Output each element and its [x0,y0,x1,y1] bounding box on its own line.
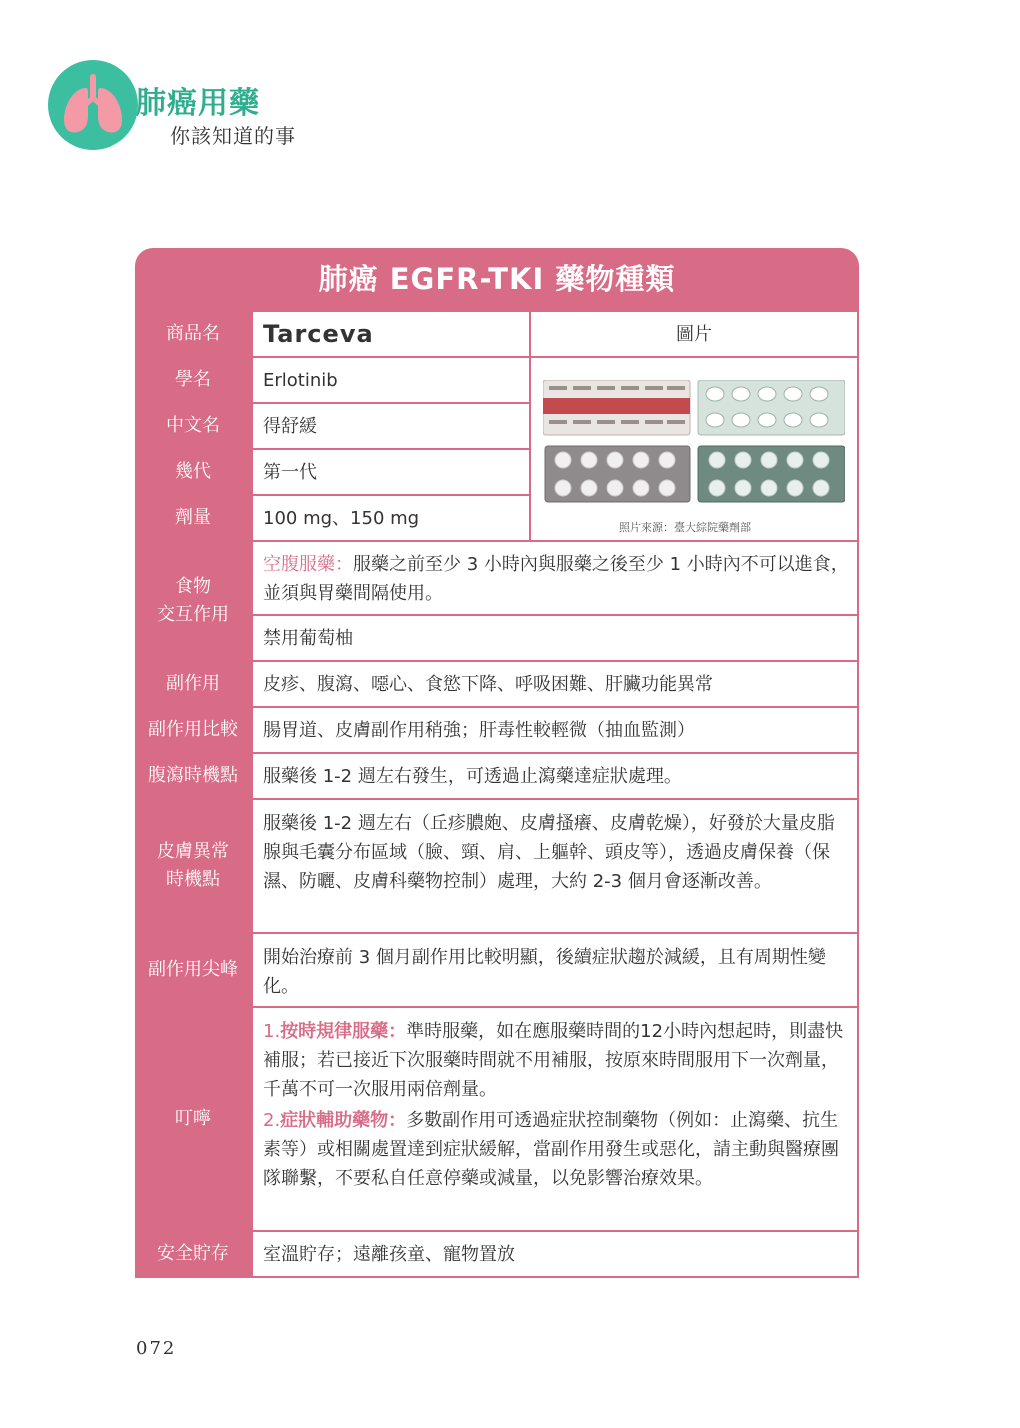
skin-timing-label: 皮膚異常 時機點 [157,841,229,890]
book-title: 肺癌用藥 [136,86,260,121]
lungs-icon [48,60,138,150]
food-interaction-label: 食物 交互作用 [157,576,229,625]
picture-cell [531,358,857,540]
brand-name-value [253,312,529,356]
reminder-item-2-number: 2. [263,1110,281,1131]
side-effect-comparison-label: 副作用比較 [148,719,238,740]
book-subtitle: 你該知道的事 [170,124,296,148]
chinese-name-label: 中文名 [166,415,220,436]
side-effects-label: 副作用 [166,673,220,694]
reminder-value [253,1008,857,1230]
diarrhea-timing-label: 腹瀉時機點 [148,765,238,786]
storage-value: 室溫貯存；遠離孩童、寵物置放 [253,1232,857,1276]
fasting-highlight: 空腹服藥： [263,554,353,575]
dose-label: 劑量 [175,507,211,528]
generic-name-value: Erlotinib [253,358,529,402]
side-effect-peak-label: 副作用尖峰 [148,959,238,980]
tablet-blister-photos [543,380,845,504]
brand-name-label: 商品名 [166,323,220,344]
reminder-label: 叮嚀 [175,1108,211,1129]
side-effects-value: 皮疹、腹瀉、噁心、食慾下降、呼吸困難、肝臟功能異常 [253,662,857,706]
generation-label: 幾代 [175,461,211,482]
reminder-item-1 [263,1017,849,1104]
reminder-item-2-text: 多數副作用可透過症狀控制藥物（例如：止瀉藥、抗生素等）或相關處置達到症狀緩解，當副作用發生或惡化，請主動與醫療團隊聯繫，不要私自任意停藥或減量，以免影響治療效果。 [263,1110,839,1189]
photo-caption: 照片來源：臺大綜院藥劑部 [619,521,751,534]
logo-circle [48,60,138,150]
reminder-item-1-number: 1. [263,1021,281,1042]
dose-value: 100 mg、150 mg [253,496,529,540]
grapefruit-note: 禁用葡萄柚 [253,616,857,660]
chinese-name-value: 得舒緩 [253,404,529,448]
picture-header [531,312,857,356]
reminder-item-1-title: 按時規律服藥： [280,1021,407,1042]
brand-name-text: Tarceva [263,319,374,348]
fasting-text: 服藥之前至少 3 小時內與服藥之後至少 1 小時內不可以進食，並須與胃藥間隔使用。 [263,554,849,604]
side-effect-comparison-value: 腸胃道、皮膚副作用稍強；肝毒性較輕微（抽血監測） [253,708,857,752]
drug-info-card [135,248,859,1278]
reminder-item-1-text: 準時服藥，如在應服藥時間的12小時內想起時，則盡快補服；若已接近下次服藥時間就不用補服，按原來時間服用下一次劑量，千萬不可一次服用兩倍劑量。 [263,1021,844,1100]
page-number: 072 [136,1338,177,1359]
generic-name-label: 學名 [175,369,211,390]
diarrhea-timing-value: 服藥後 1-2 週左右發生，可透過止瀉藥達症狀處理。 [253,754,857,798]
reminder-item-2-title: 症狀輔助藥物： [280,1110,407,1131]
reminder-item-2 [263,1106,849,1193]
generation-value: 第一代 [253,450,529,494]
card-title: 肺癌 EGFR-TKI 藥物種類 [318,262,676,296]
skin-timing-value: 服藥後 1-2 週左右（丘疹膿皰、皮膚搔癢、皮膚乾燥），好發於大量皮脂腺與毛囊分布區域（臉、頸、肩、上軀幹、頭皮等），透過皮膚保養（保濕、防曬、皮膚科藥物控制）處理，大約 2-3 個月會逐漸改善。 [253,800,857,932]
picture-label: 圖片 [676,323,712,345]
side-effect-peak-value: 開始治療前 3 個月副作用比較明顯，後續症狀趨於減緩，且有周期性變化。 [253,934,857,1006]
storage-label: 安全貯存 [157,1243,229,1264]
book-logo [48,60,368,160]
food-interaction-value [253,542,857,614]
